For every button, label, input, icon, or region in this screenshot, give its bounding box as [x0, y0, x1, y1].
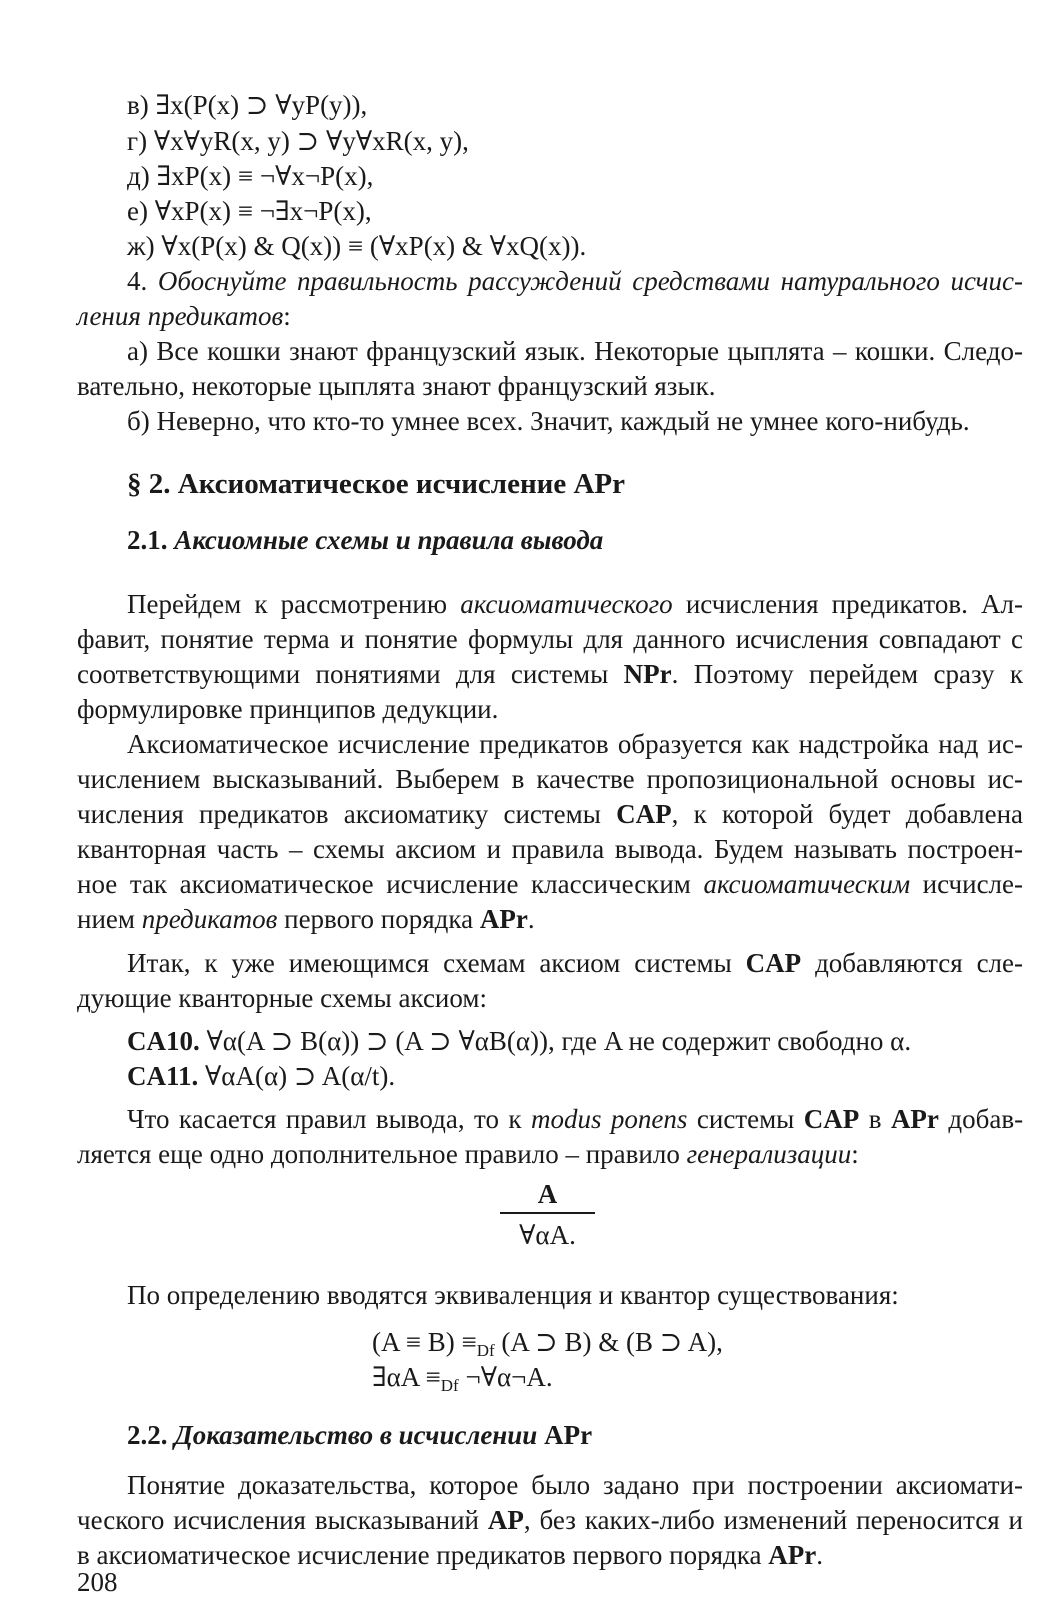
- paragraph-2-line-1: Аксиоматическое исчисление предикатов образуется как надстройка над ис-: [127, 729, 1023, 759]
- text: системы: [696, 1104, 795, 1134]
- italic-term: генерализации: [686, 1139, 852, 1169]
- definition-left: ∃αA ≡: [372, 1362, 441, 1392]
- subsection-title-system: APr: [544, 1420, 593, 1450]
- text: , без каких-либо изменений переносится и: [523, 1505, 1023, 1535]
- paragraph-5-line-1: По определению вводятся эквиваленция и квантор существования:: [127, 1280, 899, 1310]
- exercise-4-a-line-2: вательно, некоторые цыплята знают французский язык.: [77, 371, 716, 401]
- text: ляется еще одно дополнительное правило – правило: [77, 1139, 680, 1169]
- text: , к которой будет добавлена: [671, 799, 1024, 829]
- system-name: CAP: [616, 799, 672, 829]
- text: .: [527, 904, 535, 934]
- exercise-4-a-line-1: а) Все кошки знают французский язык. Некоторые цыплята – кошки. Следо-: [127, 336, 1023, 366]
- exercise-4-line-1: [127, 264, 1023, 298]
- paragraph-6-line-2: [77, 1503, 1023, 1537]
- item-label: в): [127, 90, 149, 120]
- subsection-heading-2-2: [127, 1418, 592, 1452]
- paragraph-1-line-3: [77, 657, 1023, 691]
- rule-denominator: ∀αA.: [519, 1220, 576, 1250]
- text: Перейдем к рассмотрению: [127, 589, 448, 619]
- text: Что касается правил вывода, то к: [127, 1104, 522, 1134]
- subsection-number: 2.1.: [127, 525, 168, 555]
- text: добавляются сле-: [815, 948, 1024, 978]
- text: исчисления предикатов. Ал-: [685, 589, 1023, 619]
- text: первого порядка: [284, 904, 474, 934]
- system-name: APr: [890, 1104, 939, 1134]
- item-label: е): [127, 196, 148, 226]
- text: исчисле-: [922, 869, 1024, 899]
- definition-subscript: Df: [476, 1341, 495, 1360]
- item-formula: ∀x∀yR(x, y) ⊃ ∀y∀xR(x, y),: [153, 126, 469, 156]
- text: . Поэтому перейдем сразу к: [671, 659, 1023, 689]
- text: соответствующими понятиями для системы: [77, 659, 609, 689]
- paragraph-1-line-4: формулировке принципов дедукции.: [77, 694, 499, 724]
- item-formula: ∃x(P(x) ⊃ ∀yP(y)),: [155, 90, 368, 120]
- paragraph-4-line-1: [127, 1102, 1023, 1136]
- italic-term: предикатов: [141, 904, 278, 934]
- exercise-text: ления предикатов: [77, 301, 284, 331]
- system-name: APr: [479, 904, 528, 934]
- paragraph-4-line-2: [77, 1137, 859, 1171]
- exercise-item-d: [127, 159, 373, 193]
- subsection-heading-2-1: [127, 523, 603, 557]
- paragraph-3-line-1: [127, 946, 1023, 980]
- page-number: 208: [77, 1567, 118, 1597]
- subsection-title: Доказательство в исчислении: [174, 1420, 538, 1450]
- text: добав-: [948, 1104, 1024, 1134]
- paragraph-2-line-6: [77, 902, 535, 936]
- paragraph-3-line-2: дующие кванторные схемы аксиом:: [77, 983, 487, 1013]
- text: ное так аксиоматическое исчисление классическим: [77, 869, 691, 899]
- axiom-label: CA10.: [127, 1026, 200, 1056]
- text: в аксиоматическое исчисление предикатов первого порядка: [77, 1540, 762, 1570]
- definition-existential: [372, 1360, 553, 1394]
- definition-left: (A ≡ B) ≡: [372, 1327, 477, 1357]
- rule-numerator: A: [537, 1179, 558, 1209]
- text: ческого исчисления высказываний: [77, 1505, 479, 1535]
- system-name: CAP: [745, 948, 802, 978]
- exercise-item-v: [127, 88, 367, 122]
- text: .: [816, 1540, 823, 1570]
- exercise-item-g: [127, 124, 469, 158]
- paragraph-2-line-2: числением высказываний. Выберем в качестве пропозициональной основы ис-: [77, 764, 1023, 794]
- subsection-number: 2.2.: [127, 1420, 168, 1450]
- item-formula: ∀xP(x) ≡ ¬∃x¬P(x),: [154, 196, 372, 226]
- axiom-ca10: [127, 1024, 911, 1058]
- definition-equivalence: [372, 1325, 723, 1359]
- paragraph-2-line-4: кванторная часть – схемы аксиом и правила вывода. Будем называть построен-: [77, 834, 1023, 864]
- exercise-item-zh: [127, 229, 586, 263]
- item-label: д): [127, 161, 150, 191]
- axiom-formula: ∀αA(α) ⊃ A(α/t).: [205, 1061, 396, 1091]
- exercise-4-b-line-1: б) Неверно, что кто-то умнее всех. Значит, каждый не умнее кого-нибудь.: [127, 406, 970, 436]
- item-label: г): [127, 126, 148, 156]
- exercise-text: Обоснуйте правильность рассуждений средствами натурального исчис-: [157, 266, 1024, 296]
- system-name: NPr: [623, 659, 672, 689]
- exercise-4-line-2: [77, 299, 291, 333]
- fraction-bar: [500, 1212, 595, 1214]
- section-heading: § 2. Аксиоматическое исчисление APr: [127, 468, 626, 500]
- italic-term: аксиоматического: [460, 589, 673, 619]
- definition-right: (A ⊃ B) & (B ⊃ A),: [494, 1327, 723, 1357]
- definition-subscript: Df: [440, 1376, 459, 1395]
- text: числения предикатов аксиоматику системы: [77, 799, 601, 829]
- system-name: APr: [768, 1540, 817, 1570]
- italic-term: аксиоматическим: [703, 869, 911, 899]
- paragraph-2-line-3: [77, 797, 1023, 831]
- paragraph-2-line-5: [77, 867, 1023, 901]
- axiom-ca11: [127, 1059, 395, 1093]
- text: нием: [77, 904, 135, 934]
- item-formula: ∀x(P(x) & Q(x)) ≡ (∀xP(x) & ∀xQ(x)).: [161, 231, 587, 261]
- item-formula: ∃xP(x) ≡ ¬∀x¬P(x),: [156, 161, 374, 191]
- system-name: AP: [487, 1505, 524, 1535]
- paragraph-6-line-3: [77, 1538, 823, 1572]
- paragraph-1-line-2: фавит, понятие терма и понятие формулы для данного исчисления совпадают с: [77, 624, 1023, 654]
- exercise-number: 4.: [127, 266, 148, 296]
- paragraph-6-line-1: Понятие доказательства, которое было задано при построении аксиомати-: [127, 1470, 1023, 1500]
- paragraph-1-line-1: [127, 587, 1023, 621]
- system-name: CAP: [803, 1104, 860, 1134]
- generalization-rule: [500, 1177, 595, 1252]
- axiom-formula: ∀α(A ⊃ B(α)) ⊃ (A ⊃ ∀αB(α)), где A не содержит свободно α.: [206, 1026, 912, 1056]
- axiom-label: CA11.: [127, 1061, 199, 1091]
- exercise-colon: :: [283, 301, 291, 331]
- definition-right: ¬∀α¬A.: [458, 1362, 553, 1392]
- text: Итак, к уже имеющимся схемам аксиом системы: [127, 948, 732, 978]
- item-label: ж): [127, 231, 155, 261]
- text: в: [868, 1104, 882, 1134]
- text: :: [851, 1139, 859, 1169]
- exercise-item-e: [127, 194, 372, 228]
- italic-term: modus ponens: [530, 1104, 688, 1134]
- subsection-title: Аксиомные схемы и правила вывода: [174, 525, 604, 555]
